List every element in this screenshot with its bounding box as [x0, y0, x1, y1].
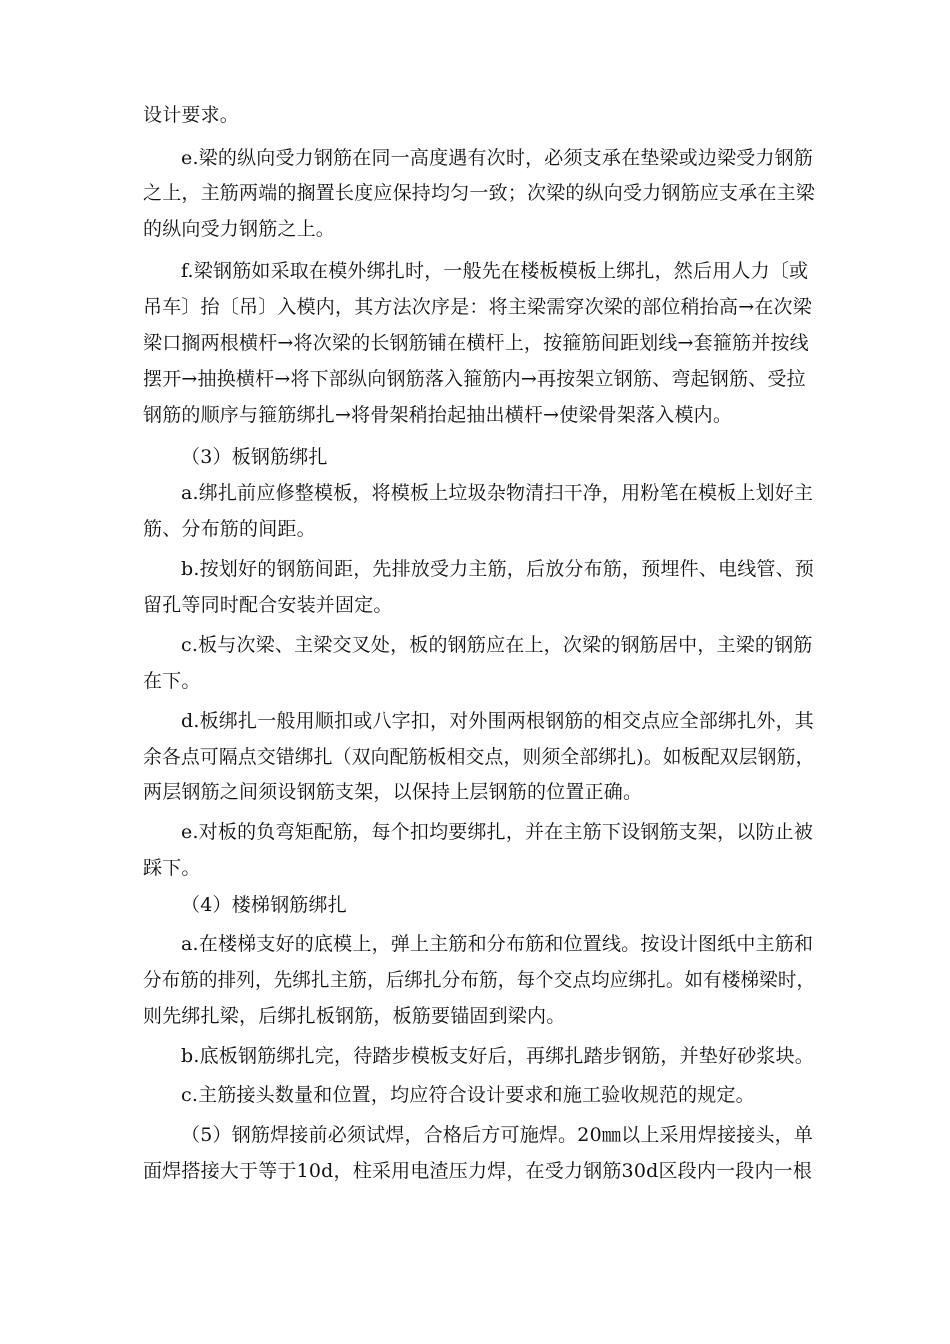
text-line: a.在楼梯支好的底模上，弹上主筋和分布筋和位置线。按设计图纸中主筋和 [181, 933, 814, 955]
text-line: b.按划好的钢筋间距，先排放受力主筋，后放分布筋，预埋件、电线管、预 [181, 558, 815, 580]
text-line: 之上，主筋两端的搁置长度应保持均匀一致；次梁的纵向受力钢筋应支承在主梁 [143, 182, 816, 204]
text-line: 留孔等同时配合安装并固定。 [143, 594, 393, 616]
text-line: 分布筋的排列，先绑扎主筋，后绑扎分布筋，每个交点均应绑扎。如有楼梯梁时， [143, 969, 816, 991]
text-line: 摆开→抽换横杆→将下部纵向钢筋落入箍筋内→再按架立钢筋、弯起钢筋、受拉 [143, 368, 806, 390]
text-line: 吊车〕抬〔吊〕入模内，其方法次序是：将主梁需穿次梁的部位稍抬高→在次梁 [143, 296, 812, 318]
text-line: e.梁的纵向受力钢筋在同一高度遇有次时，必须支承在垫梁或边梁受力钢筋 [181, 147, 814, 169]
text-line: d.板绑扎一般用顺扣或八字扣，对外围两根钢筋的相交点应全部绑扎外，其 [181, 710, 815, 732]
text-line: 则先绑扎梁，后绑扎板钢筋，板筋要锚固到梁内。 [143, 1005, 566, 1027]
text-line: 的纵向受力钢筋之上。 [143, 218, 336, 240]
text-line: b.底板钢筋绑扎完，待踏步模板支好后，再绑扎踏步钢筋，并垫好砂浆块。 [181, 1045, 815, 1067]
text-line: a.绑扎前应修整模板，将模板上垃圾杂物清扫干净，用粉笔在模板上划好主 [181, 482, 814, 504]
section-heading: （3）板钢筋绑扎 [181, 446, 328, 468]
text-line: 筋、分布筋的间距。 [143, 518, 316, 540]
text-line: 在下。 [143, 670, 201, 692]
text-line: 梁口搁两根横杆→将次梁的长钢筋铺在横杆上，按箍筋间距划线→套箍筋并按线 [143, 332, 809, 354]
section-heading: （4）楼梯钢筋绑扎 [181, 894, 347, 916]
text-line: 余各点可隔点交错绑扎（双向配筋板相交点，则须全部绑扎)。如板配双层钢筋， [143, 746, 815, 768]
text-line: 踩下。 [143, 857, 201, 879]
text-line: 钢筋的顺序与箍筋绑扎→将骨架稍抬起抽出横杆→使梁骨架落入模内。 [143, 404, 733, 426]
text-line: 设计要求。 [143, 104, 240, 126]
text-line: 两层钢筋之间须设钢筋支架，以保持上层钢筋的位置正确。 [143, 781, 643, 803]
text-line: e.对板的负弯矩配筋，每个扣均要绑扎，并在主筋下设钢筋支架，以防止被 [181, 821, 814, 843]
text-line: c.板与次梁、主梁交叉处，板的钢筋应在上，次梁的钢筋居中，主梁的钢筋 [181, 634, 813, 656]
text-line: c.主筋接头数量和位置，均应符合设计要求和施工验收规范的规定。 [181, 1084, 755, 1106]
text-line: （5）钢筋焊接前必须试焊，合格后方可施焊。20㎜以上采用焊接接头，单 [181, 1124, 814, 1146]
text-line: 面焊搭接大于等于10d，柱采用电渣压力焊，在受力钢筋30d区段内一段内一根 [143, 1160, 813, 1182]
text-line: f.梁钢筋如采取在模外绑扎时，一般先在楼板模板上绑扎，然后用人力〔或 [181, 260, 809, 282]
